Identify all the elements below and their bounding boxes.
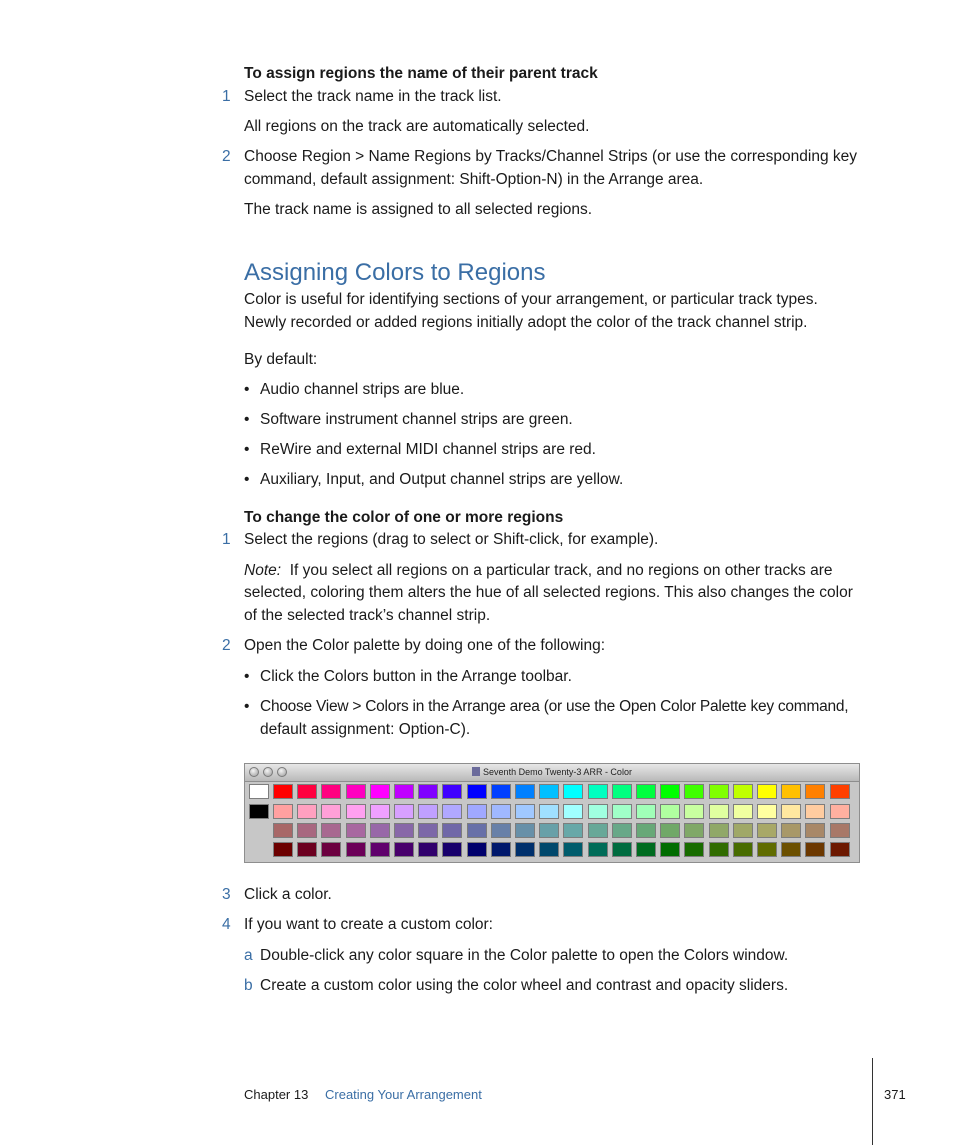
color-swatch[interactable] [612, 784, 632, 799]
sub-step-text: Create a custom color using the color wheel and contrast and opacity sliders. [260, 977, 789, 994]
bullet-item: Auxiliary, Input, and Output channel strips are yellow. [260, 471, 624, 488]
note-line: of the selected track’s channel strip. [244, 607, 491, 624]
step-result: All regions on the track are automatically selected. [244, 118, 590, 135]
color-swatch[interactable] [491, 804, 511, 819]
color-swatch[interactable] [273, 823, 293, 838]
color-swatch[interactable] [757, 784, 777, 799]
color-swatch[interactable] [684, 804, 704, 819]
footer-divider [872, 1058, 873, 1145]
color-swatch[interactable] [467, 823, 487, 838]
color-swatch[interactable] [563, 842, 583, 857]
window-title [245, 765, 859, 779]
color-swatch[interactable] [805, 823, 825, 838]
color-swatch[interactable] [249, 784, 269, 799]
color-swatch[interactable] [612, 842, 632, 857]
step-text: Select the regions (drag to select or Shift-click, for example). [244, 531, 659, 548]
bullet-item: ReWire and external MIDI channel strips are red. [260, 441, 596, 458]
step-number: 1 [222, 88, 231, 105]
task-heading-assign-names: To assign regions the name of their parent track [244, 65, 598, 82]
color-swatch[interactable] [394, 784, 414, 799]
color-swatch[interactable] [467, 784, 487, 799]
color-swatch[interactable] [297, 804, 317, 819]
color-swatch[interactable] [515, 842, 535, 857]
color-swatch[interactable] [418, 784, 438, 799]
section-heading: Assigning Colors to Regions [244, 259, 546, 286]
color-swatch[interactable] [321, 804, 341, 819]
window-title-text: Seventh Demo Twenty-3 ARR - Color [483, 767, 632, 777]
sub-step-text: Double-click any color square in the Color palette to open the Colors window. [260, 947, 789, 964]
color-swatch[interactable] [563, 823, 583, 838]
step-number: 2 [222, 148, 231, 165]
color-swatch[interactable] [636, 842, 656, 857]
color-swatch[interactable] [418, 823, 438, 838]
color-swatch[interactable] [684, 784, 704, 799]
document-icon [472, 767, 480, 776]
color-swatch[interactable] [515, 784, 535, 799]
step-result: The track name is assigned to all selected regions. [244, 201, 593, 218]
note-line [244, 559, 832, 582]
note-text: If you select all regions on a particular track, and no regions on other tracks are [289, 562, 833, 579]
color-swatch[interactable] [636, 823, 656, 838]
color-swatch[interactable] [442, 804, 462, 819]
color-swatch[interactable] [684, 842, 704, 857]
step-text-continued: command, default assignment: Shift-Option-N) in the Arrange area. [244, 171, 704, 188]
color-swatch[interactable] [321, 823, 341, 838]
color-swatch[interactable] [805, 842, 825, 857]
color-swatch[interactable] [781, 842, 801, 857]
step-number: 3 [222, 886, 231, 903]
color-swatch[interactable] [830, 804, 850, 819]
bullet-item: Software instrument channel strips are green. [260, 411, 573, 428]
bullet-symbol: • [244, 471, 250, 488]
color-swatch[interactable] [370, 823, 390, 838]
bullet-item: Audio channel strips are blue. [260, 381, 465, 398]
color-swatch[interactable] [781, 804, 801, 819]
color-swatch[interactable] [442, 823, 462, 838]
color-swatch[interactable] [612, 823, 632, 838]
bullet-symbol: • [244, 381, 250, 398]
color-swatch[interactable] [588, 784, 608, 799]
color-swatch[interactable] [733, 842, 753, 857]
color-swatch[interactable] [636, 804, 656, 819]
color-palette-window [244, 763, 860, 863]
bullet-symbol: • [244, 411, 250, 428]
color-swatch[interactable] [709, 842, 729, 857]
color-swatch[interactable] [733, 804, 753, 819]
color-swatch[interactable] [830, 823, 850, 838]
bullet-item: Click the Colors button in the Arrange toolbar. [260, 668, 572, 685]
color-swatch[interactable] [467, 804, 487, 819]
footer-chapter-title: Creating Your Arrangement [325, 1087, 482, 1102]
color-swatch[interactable] [442, 784, 462, 799]
step-text: If you want to create a custom color: [244, 916, 493, 933]
color-swatch[interactable] [805, 784, 825, 799]
color-swatch[interactable] [346, 804, 366, 819]
color-swatch[interactable] [709, 784, 729, 799]
bullet-item: Choose View > Colors in the Arrange area (or use the Open Color Palette key command, [260, 698, 849, 715]
color-swatch[interactable] [757, 823, 777, 838]
color-swatch[interactable] [660, 823, 680, 838]
bullet-symbol: • [244, 698, 250, 715]
bullet-symbol: • [244, 441, 250, 458]
color-swatch[interactable] [394, 804, 414, 819]
color-swatch[interactable] [467, 842, 487, 857]
color-swatch[interactable] [709, 823, 729, 838]
color-swatch[interactable] [563, 784, 583, 799]
note-label: Note: [244, 562, 282, 579]
color-swatch[interactable] [297, 842, 317, 857]
color-swatch[interactable] [684, 823, 704, 838]
color-swatch[interactable] [563, 804, 583, 819]
color-swatch[interactable] [660, 842, 680, 857]
color-swatch[interactable] [709, 804, 729, 819]
color-swatch[interactable] [346, 842, 366, 857]
by-default-label: By default: [244, 351, 318, 368]
color-swatch[interactable] [539, 842, 559, 857]
color-swatch[interactable] [733, 823, 753, 838]
color-swatch[interactable] [491, 784, 511, 799]
color-swatch[interactable] [491, 823, 511, 838]
color-swatch[interactable] [805, 804, 825, 819]
page-number: 371 [884, 1087, 906, 1102]
footer-chapter: Chapter 13 [244, 1087, 309, 1102]
color-swatch[interactable] [781, 784, 801, 799]
sub-step-letter: b [244, 977, 253, 994]
sub-step-letter: a [244, 947, 253, 964]
color-swatch[interactable] [830, 842, 850, 857]
color-swatch[interactable] [515, 804, 535, 819]
task-heading-change-color: To change the color of one or more regions [244, 509, 564, 526]
color-swatch[interactable] [757, 842, 777, 857]
color-swatch[interactable] [394, 823, 414, 838]
color-swatch[interactable] [370, 842, 390, 857]
color-swatch[interactable] [418, 842, 438, 857]
intro-paragraph-continued: Newly recorded or added regions initially adopt the color of the track channel strip. [244, 314, 808, 331]
color-swatch[interactable] [539, 804, 559, 819]
color-swatch[interactable] [370, 804, 390, 819]
step-text: Open the Color palette by doing one of the following: [244, 637, 606, 654]
color-swatch[interactable] [757, 804, 777, 819]
color-swatch[interactable] [539, 784, 559, 799]
color-swatch[interactable] [588, 842, 608, 857]
color-swatch[interactable] [370, 784, 390, 799]
color-swatch[interactable] [346, 823, 366, 838]
color-swatch[interactable] [636, 784, 656, 799]
color-swatch[interactable] [418, 804, 438, 819]
color-swatch[interactable] [491, 842, 511, 857]
step-number: 2 [222, 637, 231, 654]
color-swatch[interactable] [321, 842, 341, 857]
bullet-symbol: • [244, 668, 250, 685]
intro-paragraph: Color is useful for identifying sections of your arrangement, or particular track types. [244, 291, 818, 308]
color-swatch[interactable] [515, 823, 535, 838]
step-text: Choose Region > Name Regions by Tracks/Channel Strips (or use the corresponding key [244, 148, 857, 165]
color-swatch[interactable] [394, 842, 414, 857]
color-swatch[interactable] [612, 804, 632, 819]
window-titlebar[interactable] [245, 764, 859, 782]
color-swatch[interactable] [273, 784, 293, 799]
step-text: Click a color. [244, 886, 332, 903]
color-swatch[interactable] [660, 784, 680, 799]
color-swatch[interactable] [249, 804, 269, 819]
step-number: 1 [222, 531, 231, 548]
color-swatch[interactable] [588, 823, 608, 838]
color-swatch[interactable] [781, 823, 801, 838]
color-swatch[interactable] [346, 784, 366, 799]
step-number: 4 [222, 916, 231, 933]
color-swatch[interactable] [830, 784, 850, 799]
bullet-item-continued: default assignment: Option-C). [260, 721, 471, 738]
note-line: selected, coloring them alters the hue of all selected regions. This also changes the color [244, 584, 853, 601]
color-swatch[interactable] [733, 784, 753, 799]
step-text: Select the track name in the track list. [244, 88, 502, 105]
color-swatch[interactable] [660, 804, 680, 819]
color-swatch[interactable] [321, 784, 341, 799]
color-swatch[interactable] [539, 823, 559, 838]
color-swatch[interactable] [442, 842, 462, 857]
color-swatch[interactable] [273, 804, 293, 819]
color-swatch[interactable] [273, 842, 293, 857]
color-swatch[interactable] [297, 784, 317, 799]
color-swatch[interactable] [588, 804, 608, 819]
color-swatch[interactable] [297, 823, 317, 838]
